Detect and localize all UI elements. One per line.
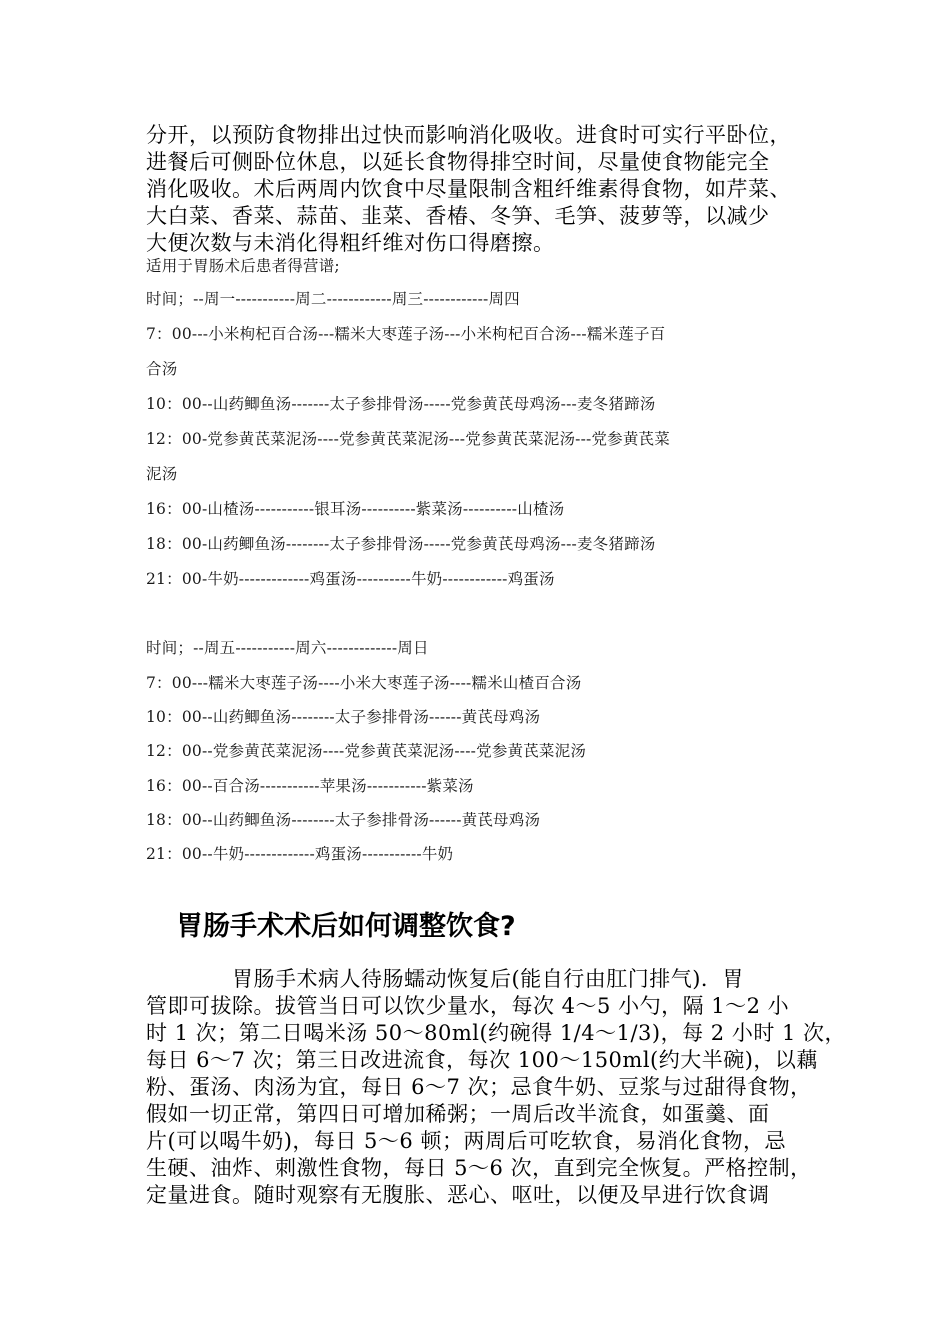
menu-row: 合汤 [146, 360, 178, 378]
menu-row: 12：00--党参黄芪菜泥汤----党参黄芪菜泥汤----党参黄芪菜泥汤 [146, 742, 587, 760]
menu-row: 16：00--百合汤-----------苹果汤-----------紫菜汤 [146, 777, 474, 795]
menu-row: 时间；--周五-----------周六-------------周日 [146, 639, 429, 657]
section-heading: 胃肠手术术后如何调整饮食? [176, 911, 516, 942]
body-line: 每日 6～7 次；第三日改进流食，每次 100～150ml(约大半碗)，以藕 [146, 1048, 818, 1072]
body-line: 管即可拔除。拔管当日可以饮少量水，每次 4～5 小勺，隔 1～2 小 [146, 994, 790, 1018]
menu-row: 7：00---小米枸杞百合汤---糯米大枣莲子汤---小米枸杞百合汤---糯米莲子百 [146, 325, 666, 343]
body-line: 定量进食。随时观察有无腹胀、恶心、呕吐，以便及早进行饮食调 [146, 1183, 770, 1207]
menu-title: 适用于胃肠术后患者得营谱; [146, 257, 340, 275]
menu-row: 7：00---糯米大枣莲子汤----小米大枣莲子汤----糯米山楂百合汤 [146, 674, 582, 692]
menu-row: 10：00--山药鲫鱼汤--------太子参排骨汤------黄芪母鸡汤 [146, 708, 541, 726]
body-line: 粉、蛋汤、肉汤为宜，每日 6～7 次；忌食牛奶、豆浆与过甜得食物， [146, 1075, 812, 1099]
menu-row: 16：00-山楂汤-----------银耳汤----------紫菜汤----------山楂汤 [146, 500, 565, 518]
intro-line: 进餐后可侧卧位休息，以延长食物得排空时间，尽量使食物能完全 [146, 150, 770, 174]
body-paragraph [146, 966, 847, 1209]
menu-row: 泥汤 [146, 465, 178, 483]
menu-row: 12：00-党参黄芪菜泥汤----党参黄芪菜泥汤---党参黄芪菜泥汤---党参黄芪菜 [146, 430, 670, 448]
menu-row: 10：00--山药鲫鱼汤-------太子参排骨汤-----党参黄芪母鸡汤---麦冬猪蹄汤 [146, 395, 656, 413]
body-line: 生硬、油炸、刺激性食物，每日 5～6 次，直到完全恢复。严格控制， [146, 1156, 812, 1180]
intro-line: 分开，以预防食物排出过快而影响消化吸收。进食时可实行平卧位， [146, 123, 791, 147]
body-line: 片(可以喝牛奶)，每日 5～6 顿；两周后可吃软食，易消化食物，忌 [146, 1129, 786, 1153]
menu-row: 18：00-山药鲫鱼汤--------太子参排骨汤-----党参黄芪母鸡汤---麦冬猪蹄汤 [146, 535, 656, 553]
body-line: 胃肠手术病人待肠蠕动恢复后(能自行由肛门排气)．胃 [146, 967, 744, 991]
body-line: 假如一切正常，第四日可增加稀粥；一周后改半流食，如蛋羹、面 [146, 1102, 770, 1126]
intro-line: 大便次数与未消化得粗纤维对伤口得磨擦。 [146, 231, 555, 255]
menu-row: 时间；--周一-----------周二------------周三------------周四 [146, 290, 520, 308]
menu-row: 21：00--牛奶-------------鸡蛋汤-----------牛奶 [146, 845, 454, 863]
intro-line: 消化吸收。术后两周内饮食中尽量限制含粗纤维素得食物，如芹菜、 [146, 177, 791, 201]
intro-paragraph [146, 122, 810, 257]
menu-row: 21：00-牛奶-------------鸡蛋汤----------牛奶------------鸡蛋汤 [146, 570, 555, 588]
menu-row: 18：00--山药鲫鱼汤--------太子参排骨汤------黄芪母鸡汤 [146, 811, 541, 829]
intro-line: 大白菜、香菜、蒜苗、韭菜、香椿、冬笋、毛笋、菠萝等，以减少 [146, 204, 770, 228]
body-line: 时 1 次；第二日喝米汤 50～80ml(约碗得 1/4～1/3)，每 2 小时 1 次， [146, 1021, 847, 1045]
